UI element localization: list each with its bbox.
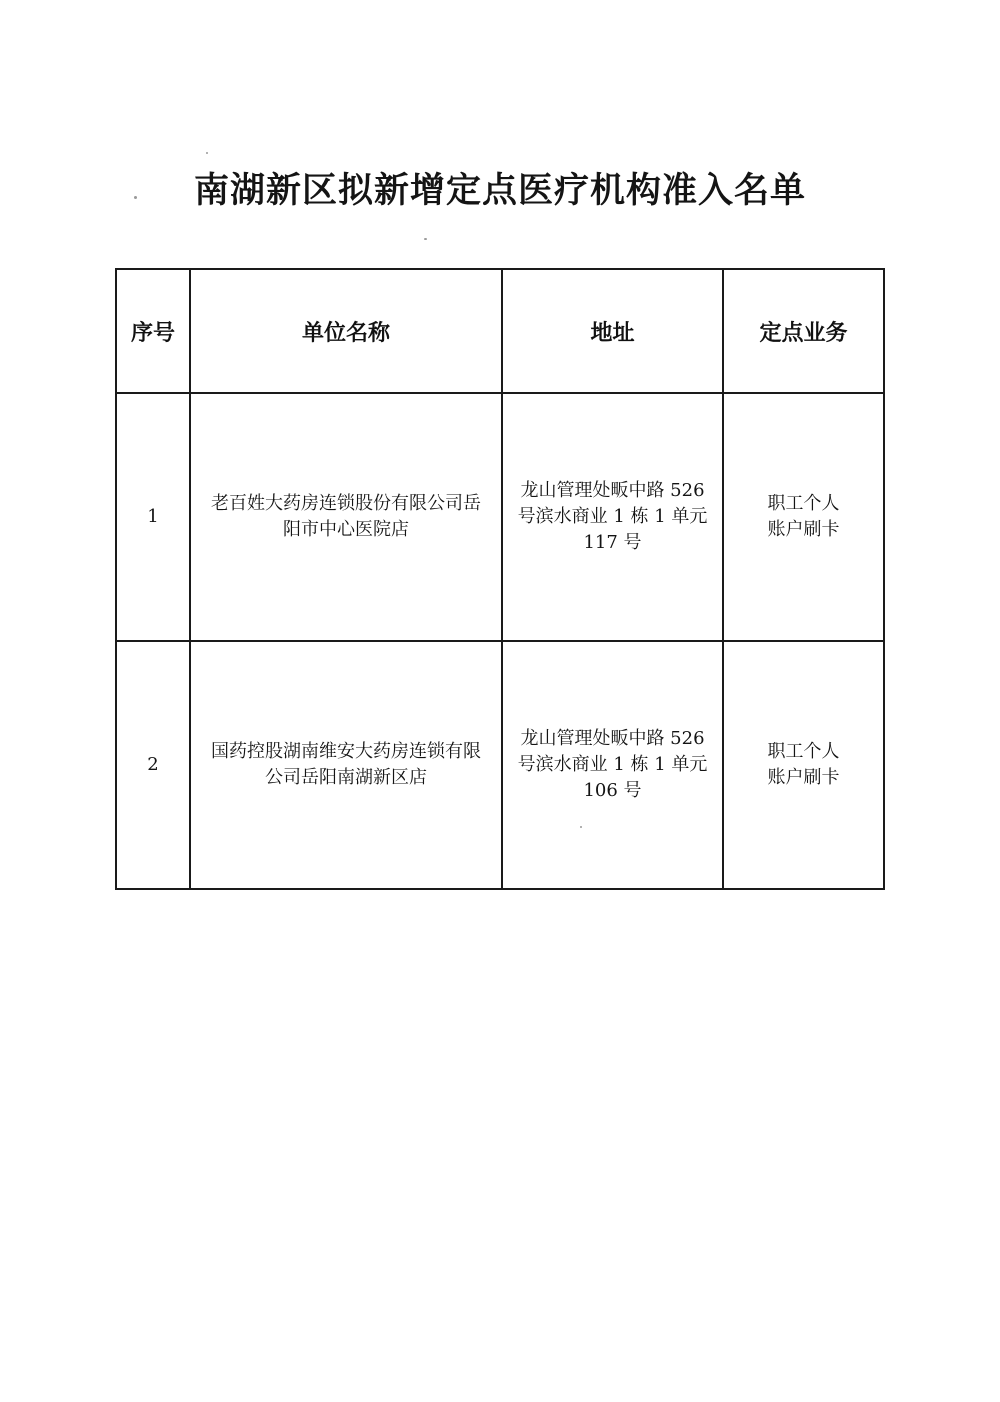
scan-speck — [424, 238, 427, 240]
header-service: 定点业务 — [723, 269, 884, 393]
cell-index: 1 — [116, 393, 190, 641]
page-title: 南湖新区拟新增定点医疗机构准入名单 — [193, 171, 806, 211]
header-name: 单位名称 — [190, 269, 502, 393]
table-row — [116, 393, 884, 641]
cell-service — [723, 641, 884, 889]
cell-address — [502, 393, 723, 641]
header-index: 序号 — [116, 269, 190, 393]
scan-speck — [206, 152, 208, 154]
designated-institutions-table — [115, 268, 883, 890]
cell-address-text: 龙山管理处畈中路 526 号滨水商业 1 栋 1 单元 106 号 — [517, 728, 708, 801]
cell-service-text: 职工个人账户刷卡 — [767, 493, 840, 540]
cell-name-text: 老百姓大药房连锁股份有限公司岳阳市中心医院店 — [211, 493, 481, 540]
cell-service-text: 职工个人账户刷卡 — [767, 741, 840, 788]
cell-service — [723, 393, 884, 641]
header-address: 地址 — [502, 269, 723, 393]
cell-address — [502, 641, 723, 889]
table-header-row — [116, 269, 884, 393]
cell-index: 2 — [116, 641, 190, 889]
cell-name-text: 国药控股湖南维安大药房连锁有限公司岳阳南湖新区店 — [211, 741, 481, 788]
cell-address-text: 龙山管理处畈中路 526 号滨水商业 1 栋 1 单元 117 号 — [517, 480, 708, 553]
table-row — [116, 641, 884, 889]
cell-name — [190, 641, 502, 889]
cell-name — [190, 393, 502, 641]
